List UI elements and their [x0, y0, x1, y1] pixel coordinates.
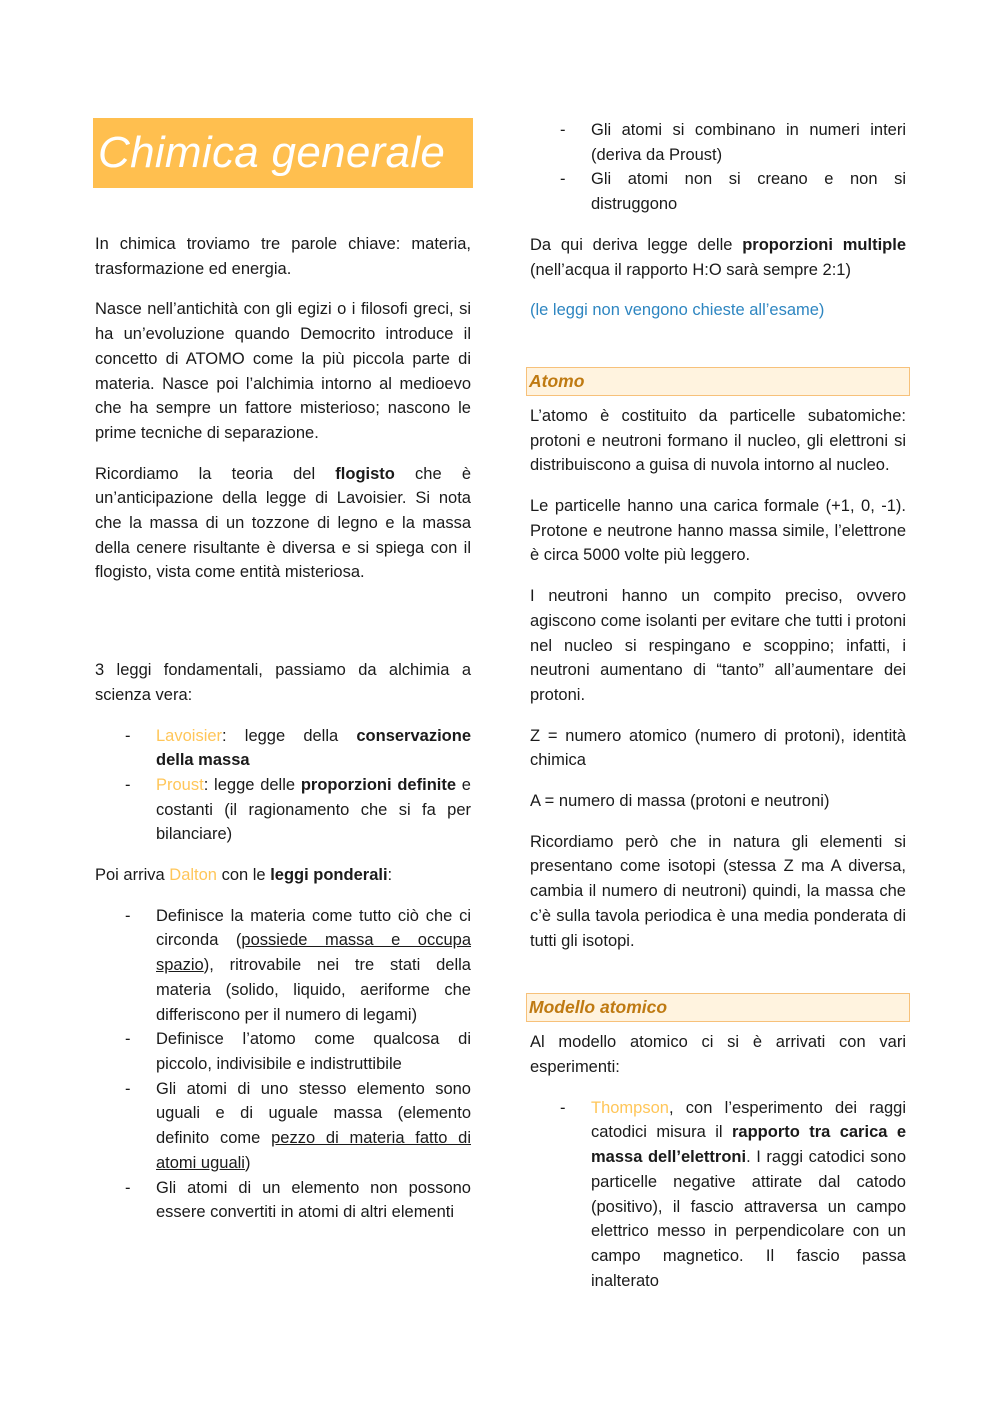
right-column [530, 118, 906, 1309]
laws-list [95, 724, 471, 848]
atomo-paragraph: Le particelle hanno una carica formale (+1, 0, -1). Protone e neutrone hanno massa simile, l’elettrone è circa 5000 volte più leggero. [530, 497, 906, 565]
atomo-paragraph: Ricordiamo però che in natura gli elementi si presentano come isotopi (stessa Z ma A diversa, cambia il numero di neutroni) quindi, la massa che c’è sulla tavola periodica è una media ponderata di tutti gli isotopi. [530, 832, 906, 950]
scientist-name: Lavoisier [156, 726, 223, 745]
scientist-name: Proust [156, 775, 204, 794]
atomo-paragraph: I neutroni hanno un compito preciso, ovvero agiscono come isolanti per evitare che tutti i protoni nel nucleo si respingano e scoppino; infatti, i neutroni aumentano di “tanto” all’aumentare dei protoni. [530, 587, 906, 704]
flogisto-paragraph: Ricordiamo la teoria del flogisto che è un’anticipazione della legge di Lavoisier. Si nota che la massa di un tozzone di legno e la massa della cenere risultante è diversa e si spiega con il flogisto, vista come entità misteriosa. [95, 464, 471, 582]
dalton-paragraph: Poi arriva Dalton con le leggi ponderali: [95, 866, 393, 885]
list-item: - Gli atomi si combinano in numeri interi (deriva da Proust) [530, 118, 906, 167]
laws-intro: 3 leggi fondamentali, passiamo da alchimia a scienza vera: [95, 661, 471, 704]
exam-note: (le leggi non vengono chieste all’esame) [530, 301, 825, 320]
scientist-name: Dalton [169, 866, 217, 885]
list-item: - Definisce l’atomo come qualcosa di piccolo, indivisibile e indistruttibile [95, 1027, 471, 1076]
flogisto-term: flogisto [335, 464, 395, 483]
left-column [95, 118, 471, 1241]
section-heading-modello: Modello atomico [526, 993, 910, 1022]
list-item: - Gli atomi non si creano e non si distruggono [530, 167, 906, 216]
dalton-list-continued [530, 118, 906, 217]
list-item: - Gli atomi di un elemento non possono essere convertiti in atomi di altri elementi [95, 1176, 471, 1225]
modello-intro: Al modello atomico ci si è arrivati con vari esperimenti: [530, 1033, 906, 1076]
experiments-list [530, 1096, 906, 1294]
list-item: - Definisce la materia come tutto ciò che ci circonda (possiede massa e occupa spazio), ritrovabile nei tre stati della materia (solido, liquido, aeriforme che differiscono per il numero di legami) [95, 904, 471, 1028]
multiple-proportions-paragraph: Da qui deriva legge delle proporzioni multiple (nell’acqua il rapporto H:O sarà sempre 2:1) [530, 235, 906, 279]
list-item: - Lavoisier: legge della conservazione della massa [95, 724, 471, 773]
page-title: Chimica generale [98, 127, 446, 177]
dalton-list [95, 904, 471, 1225]
list-item: - Thompson, con l’esperimento dei raggi catodici misura il rapporto tra carica e massa dell’elettroni. I raggi catodici sono particelle negative attirate dal catodo (positivo), il fascio attraversa un campo elettrico messo in perpendicolare con un campo magnetico. Il fascio passa inalterato [530, 1096, 906, 1294]
scientist-name: Thompson [591, 1098, 669, 1117]
atomo-paragraph: A = numero di massa (protoni e neutroni) [530, 792, 830, 811]
atomo-paragraph: Z = numero atomico (numero di protoni), identità chimica [530, 726, 906, 770]
history-paragraph: Nasce nell’antichità con gli egizi o i filosofi greci, si ha un’evoluzione quando Democrito introduce il concetto di ATOMO come la più piccola parte di materia. Nasce poi l’alchimia intorno al medioevo che ha sempre un fattore misterioso; nascono le prime tecniche di separazione. [95, 300, 471, 442]
title-banner [93, 118, 473, 188]
list-item: - Gli atomi di uno stesso elemento sono uguali e di uguale massa (elemento definito come pezzo di materia fatto di atomi uguali) [95, 1077, 471, 1176]
intro-paragraph: In chimica troviamo tre parole chiave: materia, trasformazione ed energia. [95, 235, 471, 278]
list-item: - Proust: legge delle proporzioni definite e costanti (il ragionamento che si fa per bilanciare) [95, 773, 471, 847]
section-heading-atomo: Atomo [526, 367, 910, 396]
atomo-paragraph: L’atomo è costituito da particelle subatomiche: protoni e neutroni formano il nucleo, gli elettroni si distribuiscono a guisa di nuvola intorno al nucleo. [530, 406, 906, 475]
